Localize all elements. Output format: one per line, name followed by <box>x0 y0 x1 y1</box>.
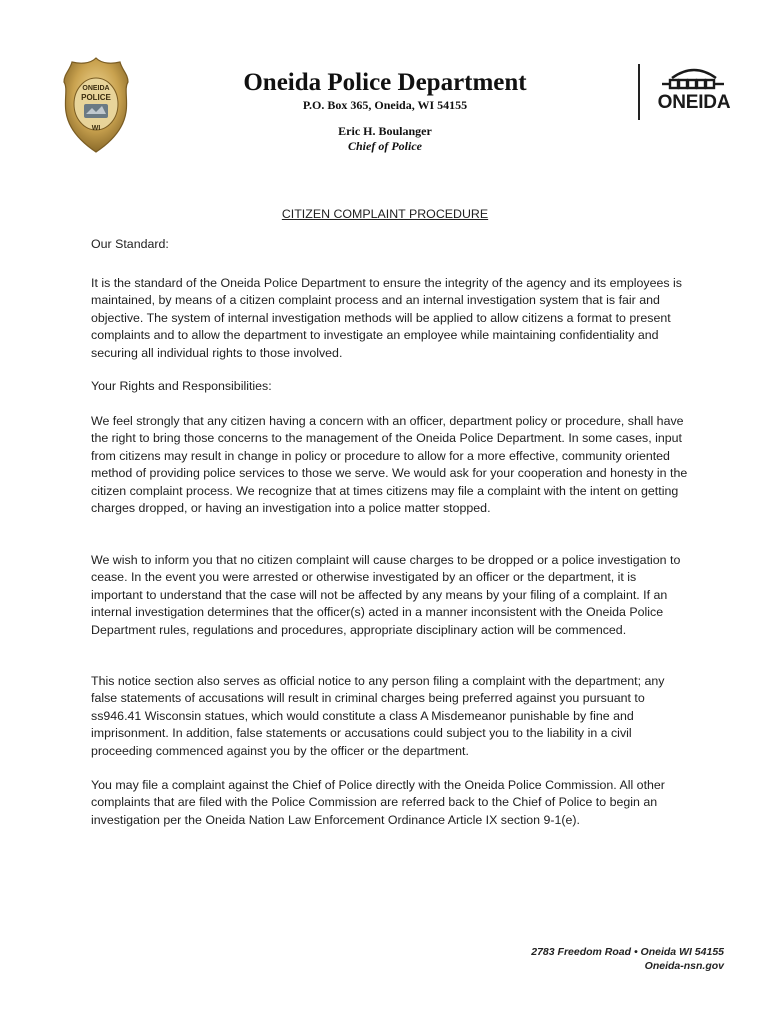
badge-text-top: ONEIDA <box>82 85 110 92</box>
badge-text-middle: POLICE <box>81 93 111 102</box>
footer-website: Oneida-nsn.gov <box>644 960 724 972</box>
notice-paragraph: This notice section also serves as official notice to any person filing a complaint with the department; any false statements of accusations will result in criminal charges being preferred against you pursuant to ss946.41 Wisconsin statues, which would constitute a class A Misdemeanor punishable by fine and imprisonment. In addition, false statements or accusations could subject you to the liability in a civil proceeding commenced against you by the officer or the department. <box>91 674 665 758</box>
badge-text-bottom: WI <box>91 125 101 132</box>
rights-paragraph-2: We wish to inform you that no citizen complaint will cause charges to be dropped or a police investigation to cease. In the event you were arrested or otherwise investigated by an officer or the department, it is important to understand that the case will not be affected by any means by your filing of a complaint. If an internal investigation determines that the officer(s) acted in a manner inconsistent with the Oneida Police Department rules, regulations and procedures, appropriate disciplinary action will be commenced. <box>91 553 681 637</box>
commission-paragraph: You may file a complaint against the Chief of Police directly with the Oneida Police Commission. All other complaints that are filed with the Police Commission are referred back to the Chief of Police to begin an investigation per the Oneida Nation Law Enforcement Ordinance Article IX section 9-1(e). <box>91 778 665 827</box>
chief-title: Chief of Police <box>348 139 422 153</box>
document-title: CITIZEN COMPLAINT PROCEDURE <box>281 207 489 221</box>
standard-paragraph: It is the standard of the Oneida Police Department to ensure the integrity of the agency and its employees is maintained, by means of a citizen complaint process and an internal investigation system that is fair and objective. The system of internal investigation methods will be applied to allow citizens a format to present complaints and to allow the department to investigate an employee while maintaining confidentiality and securing all individual rights to those involved. <box>91 276 682 360</box>
footer-address: 2783 Freedom Road • Oneida WI 54155 <box>531 946 724 958</box>
department-address: P.O. Box 365, Oneida, WI 54155 <box>302 98 468 112</box>
rights-paragraph-1: We feel strongly that any citizen having a concern with an officer, department policy or procedure, shall have the right to bring those concerns to the management of the Oneida Police Department. In some cases, input from citizens may result in change in policy or procedure to allow for a more effective, community oriented method of providing police services to those we serve. We would ask for your cooperation and honesty in the citizen complaint process. We recognize that at times citizens may file a complaint with the intent on getting charges dropped, or having an investigation into a police matter stopped. <box>91 414 688 516</box>
chief-name: Eric H. Boulanger <box>338 124 432 138</box>
oneida-wordmark: ONEIDA <box>657 92 731 113</box>
police-badge-logo <box>62 56 130 154</box>
department-title: Oneida Police Department <box>243 69 527 96</box>
rights-heading: Your Rights and Responsibilities: <box>91 379 272 393</box>
standard-heading: Our Standard: <box>91 237 169 251</box>
logo-divider <box>638 64 640 120</box>
